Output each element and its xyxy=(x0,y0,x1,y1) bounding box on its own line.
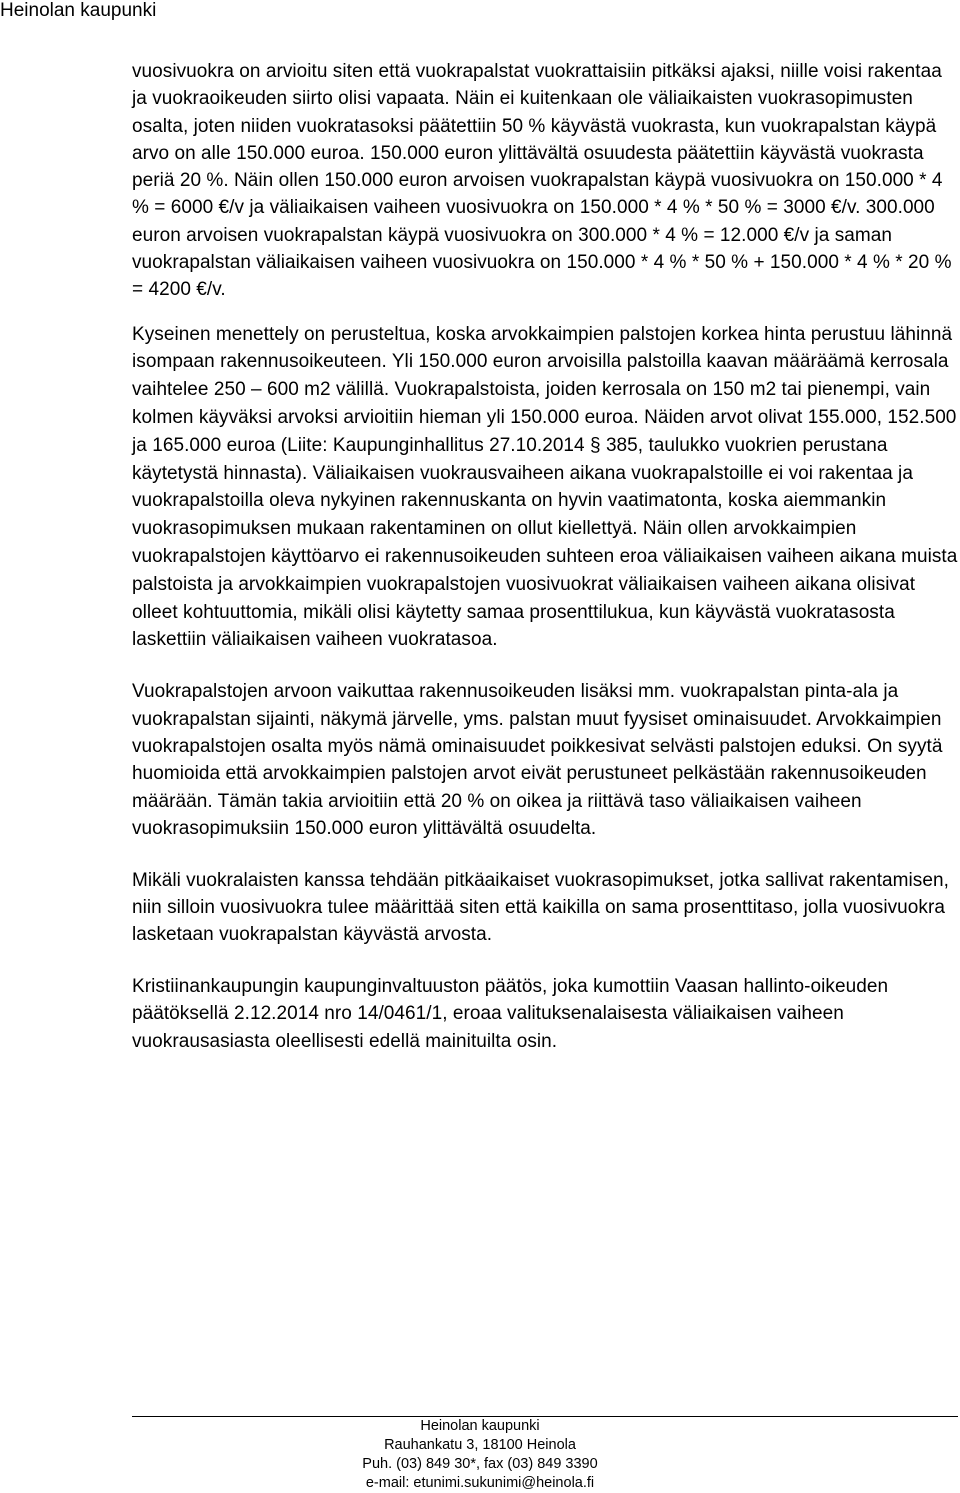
paragraph-justification: Kyseinen menettely on perusteltua, koska arvokkaimpien palstojen korkea hinta perustuu lähinnä isompaan rakennusoikeuteen. Yli 150.000 euron arvoisilla palstoilla kaavan määräämä kerrosala vaihtelee 250 – 600 m2 välillä. Vuokrapalstoista, joiden kerrosala on 150 m2 tai pienempi, vain kolmen käyväksi arvoksi arvioitiin hieman yli 150.000 euroa. Näiden arvot olivat 155.000, 152.500 ja 165.000 euroa (Liite: Kaupunginhallitus 27.10.2014 § 385, taulukko vuokrien perustana käytetystä hinnasta). Väliaikaisen vuokrausvaiheen aikana vuokrapalstoille ei voi rakentaa ja vuokrapalstoilla oleva nykyinen rakennuskanta on hyvin vaatimatonta, koska aiemmankin vuokrasopimuksen mukaan rakentaminen on ollut kiellettyä. Näin ollen arvokkaimpien vuokrapalstojen käyttöarvo ei rakennusoikeuden suhteen eroa väliaikaisen vaiheen aikana muista palstoista ja arvokkaimpien vuokrapalstojen vuosivuokrat väliaikaisen vaiheen aikana olisivat olleet kohtuuttomia, mikäli olisi käytetty samaa prosenttilukua, kun käyvästä vuokratasosta laskettiin väliaikaisen vaiheen vuokratasoa. xyxy=(132,323,958,651)
footer-phone: Puh. (03) 849 30*, fax (03) 849 3390 xyxy=(362,1456,598,1472)
paragraph-plot-value-factors: Vuokrapalstojen arvoon vaikuttaa rakennusoikeuden lisäksi mm. vuokrapalstan pinta-ala ja vuokrapalstan sijainti, näkymä järvelle, yms. palstan muut fyysiset ominaisuudet. Arvokkaimpien vuokrapalstojen osalta myös nämä ominaisuudet poikkesivat selvästi palstojen eduksi. On syytä huomioida että arvokkaimpien palstojen arvot eivät perustuneet pelkästään rakennusoikeuden määrään. Tämän takia arvioitiin että 20 % on oikea ja riittävä taso väliaikaisen vaiheen vuokrasopimuksiin 150.000 euron ylittävältä osuudelta. xyxy=(132,681,943,840)
page-header-title: Heinolan kaupunki xyxy=(0,0,157,21)
document-body xyxy=(132,58,958,1055)
paragraph-long-term-leases: Mikäli vuokralaisten kanssa tehdään pitkäaikaiset vuokrasopimukset, jotka sallivat rakentamisen, niin silloin vuosivuokra tulee määrittää siten että kaikilla on sama prosenttitaso, jolla vuosivuokra lasketaan vuokrapalstan käyvästä arvosta. xyxy=(132,869,949,946)
page-footer xyxy=(0,1417,960,1493)
footer-email: e-mail: etunimi.sukunimi@heinola.fi xyxy=(365,1475,595,1491)
paragraph-rent-calculation: vuosivuokra on arvioitu siten että vuokrapalstat vuokrattaisiin pitkäksi ajaksi, niille voisi rakentaa ja vuokraoikeuden siirto olisi vapaata. Näin ei kuitenkaan ole väliaikaisten vuokrasopimusten osalta, joten niiden vuokratasoksi päätettiin 50 % käyvästä vuokrasta, kun vuokrapalstan käypä arvo on alle 150.000 euroa. 150.000 euron ylittävältä osuudesta päätettiin käyvästä vuokrasta periä 20 %. Näin ollen 150.000 euron arvoisen vuokrapalstan käypä vuosivuokra on 150.000 * 4 % = 6000 €/v ja väliaikaisen vaiheen vuosivuokra on 150.000 * 4 % * 50 % = 3000 €/v. 300.000 euron arvoisen vuokrapalstan käypä vuosivuokra on 300.000 * 4 % = 12.000 €/v ja saman vuokrapalstan väliaikaisen vaiheen vuosivuokra on 150.000 * 4 % * 50 % + 150.000 * 4 % * 20 % = 4200 €/v. xyxy=(132,61,952,301)
footer-address: Rauhankatu 3, 18100 Heinola xyxy=(384,1437,576,1453)
paragraph-kristiinankaupunki-decision: Kristiinankaupungin kaupunginvaltuuston päätös, joka kumottiin Vaasan hallinto-oikeuden päätöksellä 2.12.2014 nro 14/0461/1, eroaa valituksenalaisesta väliaikaisen vaiheen vuokrausasiasta oleellisesti edellä mainituilta osin. xyxy=(132,975,889,1052)
footer-org: Heinolan kaupunki xyxy=(420,1418,540,1434)
